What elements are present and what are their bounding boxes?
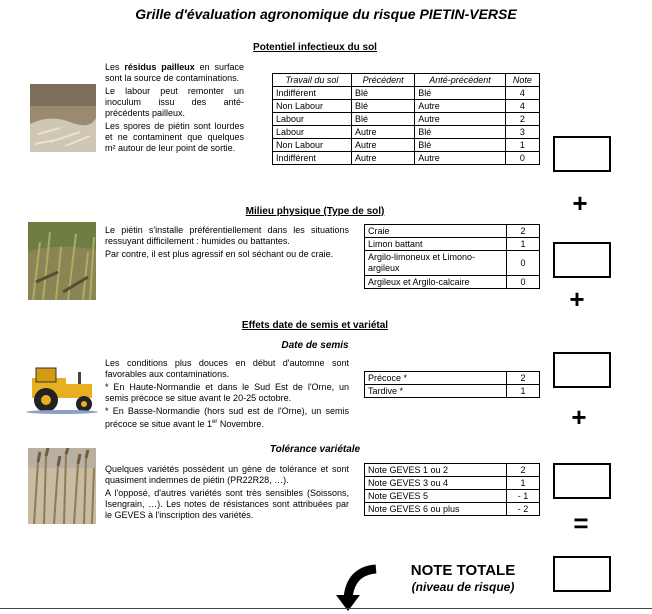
score-box-semis[interactable] <box>553 352 611 388</box>
plus-operator: + <box>569 284 585 314</box>
column-header: Note <box>505 74 539 87</box>
score-box-potentiel[interactable] <box>553 136 611 172</box>
tolerance-description: Quelques variétés possèdent un gène de tolérance et sont quasiment indemnes de piétin (PR22R28, …). A l'opposé, d'autres variétés sont très sensibles (Soissons, Isengrain, …). Les notes de résistances sont attribuées par le GEVES à l'inscription des variétés. <box>105 464 349 520</box>
table-row: Note GEVES 6 ou plus - 2 <box>365 503 540 516</box>
table-row: Labour Autre Blé 3 <box>273 126 540 139</box>
straw-residue-photo <box>30 84 96 152</box>
tolerance-table <box>364 463 540 516</box>
subheading-tolerance: Tolérance variétale <box>269 444 361 455</box>
total-sublabel: (niveau de risque) <box>411 580 515 594</box>
score-box-milieu[interactable] <box>553 242 611 278</box>
page-title: Grille d'évaluation agronomique du risque PIETIN-VERSE <box>135 6 517 22</box>
section-heading-potentiel: Potentiel infectieux du sol <box>253 42 377 53</box>
tractor-icon <box>22 364 102 414</box>
table-row: Limon battant 1 <box>365 238 540 251</box>
soil-vegetation-photo <box>28 222 96 300</box>
milieu-description: Le piétin s'installe préférentiellement dans les situations ressuyant difficilement : humides ou battantes. Par contre, il est plus agressif en sol séchant ou de craie. <box>105 225 349 259</box>
potentiel-description: Les résidus pailleux en surface sont la source de contaminations. Le labour peut remonter un inoculum issu des anté-précédents pailleux. Les spores de piétin sont lourdes et ne contaminent que quelques m² autour de leur point de sortie. <box>105 62 244 153</box>
section-heading-effets: Effets date de semis et variétal <box>241 320 389 331</box>
semis-table <box>364 371 540 398</box>
column-header: Travail du sol <box>273 74 352 87</box>
milieu-table <box>364 224 540 289</box>
table-row: Indifférent Blé Blé 4 <box>273 87 540 100</box>
table-row: Non Labour Blé Autre 4 <box>273 100 540 113</box>
potentiel-table <box>272 73 540 165</box>
section-heading-milieu: Milieu physique (Type de sol) <box>245 206 385 217</box>
plus-operator: + <box>572 188 588 218</box>
table-row: Tardive * 1 <box>365 385 540 398</box>
table-row: Note GEVES 5 - 1 <box>365 490 540 503</box>
total-label: NOTE TOTALE <box>410 562 516 579</box>
score-box-total[interactable] <box>553 556 611 592</box>
table-row: Précoce * 2 <box>365 372 540 385</box>
column-header: Précédent <box>351 74 414 87</box>
score-box-tolerance[interactable] <box>553 463 611 499</box>
table-row: Argilo-limoneux et Limono-argileux 0 <box>365 251 540 276</box>
curved-arrow-icon <box>334 563 380 613</box>
table-row: Argileux et Argilo-calcaire 0 <box>365 276 540 289</box>
wheat-field-photo <box>28 448 96 524</box>
column-header: Anté-précédent <box>415 74 505 87</box>
equals-operator: = <box>573 508 589 538</box>
table-row: Labour Blé Autre 2 <box>273 113 540 126</box>
table-row: Indifférent Autre Autre 0 <box>273 152 540 165</box>
table-row: Craie 2 <box>365 225 540 238</box>
table-row: Non Labour Autre Blé 1 <box>273 139 540 152</box>
table-row: Note GEVES 3 ou 4 1 <box>365 477 540 490</box>
subheading-date-semis: Date de semis <box>281 340 349 351</box>
bottom-divider <box>0 608 652 609</box>
plus-operator: + <box>571 402 587 432</box>
semis-description: Les conditions plus douces en début d'automne sont favorables aux contaminations. * En Haute-Normandie et dans le Sud Est de l'Orne, un semis précoce se situe avant le 20-25 octobre. * En Basse-Normandie (hors sud est de l'Orne), un semis précoce se situe avant le 1er Novembre. <box>105 358 349 429</box>
table-row: Note GEVES 1 ou 2 2 <box>365 464 540 477</box>
